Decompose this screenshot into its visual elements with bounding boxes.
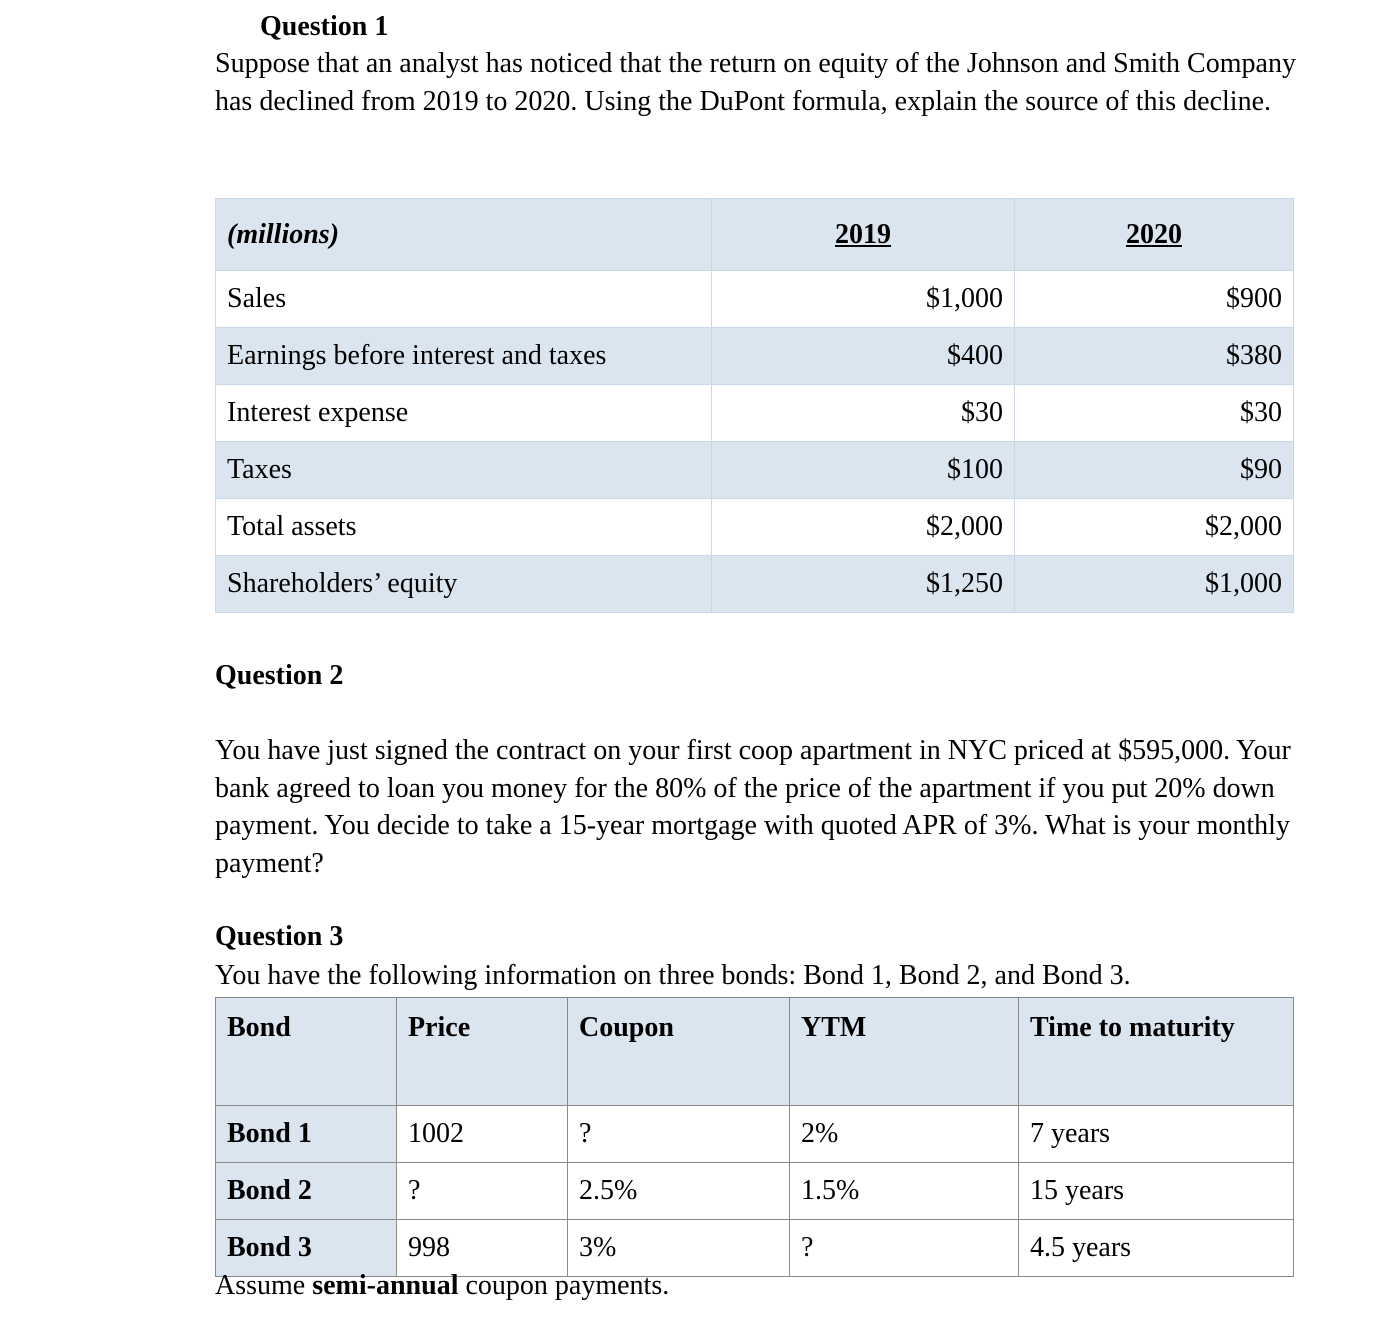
table-header-row xyxy=(216,199,1294,271)
row-label: Interest expense xyxy=(216,385,712,442)
bond-value: ? xyxy=(397,1163,568,1220)
row-value: $900 xyxy=(1015,271,1294,328)
row-value: $400 xyxy=(712,328,1015,385)
question-2-text: You have just signed the contract on your first coop apartment in NYC priced at $595,000. Your bank agreed to loan you money for the 80% of the price of the apartment if you put 20% down payment. You decide to take a 15-year mortgage with quoted APR of 3%. What is your monthly payment? xyxy=(215,735,1291,879)
table-row xyxy=(216,1106,1294,1163)
bond-value: 7 years xyxy=(1019,1106,1294,1163)
row-value: $1,000 xyxy=(1015,556,1294,613)
header-millions: (millions) xyxy=(216,199,712,271)
question-1-text: Suppose that an analyst has noticed that the return on equity of the Johnson and Smith Company has declined from 2019 to 2020. Using the DuPont formula, explain the source of this decline. xyxy=(215,48,1296,117)
table-row xyxy=(216,385,1294,442)
row-label: Taxes xyxy=(216,442,712,499)
table-row xyxy=(216,328,1294,385)
row-value: $1,250 xyxy=(712,556,1015,613)
header-bond: Bond xyxy=(216,998,397,1106)
table-row xyxy=(216,499,1294,556)
note-text: Assume xyxy=(215,1270,313,1301)
table-header-row xyxy=(216,998,1294,1106)
bond-value: 2% xyxy=(790,1106,1019,1163)
row-value: $2,000 xyxy=(712,499,1015,556)
row-label: Sales xyxy=(216,271,712,328)
question-3-text: You have the following information on three bonds: Bond 1, Bond 2, and Bond 3. xyxy=(215,960,1131,991)
semi-annual-note xyxy=(215,1270,669,1302)
header-2019: 2019 xyxy=(712,199,1015,271)
question-2-title: Question 2 xyxy=(215,660,344,691)
bond-value: ? xyxy=(790,1220,1019,1277)
table-row xyxy=(216,442,1294,499)
bond-value: 1002 xyxy=(397,1106,568,1163)
bond-value: 1.5% xyxy=(790,1163,1019,1220)
header-ytm: YTM xyxy=(790,998,1019,1106)
row-value: $90 xyxy=(1015,442,1294,499)
header-coupon: Coupon xyxy=(568,998,790,1106)
bond-value: 15 years xyxy=(1019,1163,1294,1220)
bonds-table xyxy=(215,997,1294,1277)
row-label: Earnings before interest and taxes xyxy=(216,328,712,385)
table-row xyxy=(216,271,1294,328)
table-row xyxy=(216,1163,1294,1220)
bond-value: 4.5 years xyxy=(1019,1220,1294,1277)
question-1-title: Question 1 xyxy=(260,11,389,42)
header-time-to-maturity: Time to maturity xyxy=(1019,998,1294,1106)
row-value: $30 xyxy=(712,385,1015,442)
table-row xyxy=(216,556,1294,613)
header-price: Price xyxy=(397,998,568,1106)
financials-table xyxy=(215,198,1294,613)
note-bold: semi-annual xyxy=(312,1270,459,1301)
header-2020: 2020 xyxy=(1015,199,1294,271)
question-3-title: Question 3 xyxy=(215,921,344,952)
bond-value: 2.5% xyxy=(568,1163,790,1220)
bond-value: ? xyxy=(568,1106,790,1163)
note-text-end: coupon payments. xyxy=(458,1270,670,1301)
row-value: $1,000 xyxy=(712,271,1015,328)
bond-name: Bond 2 xyxy=(216,1163,397,1220)
row-label: Shareholders’ equity xyxy=(216,556,712,613)
row-value: $100 xyxy=(712,442,1015,499)
row-label: Total assets xyxy=(216,499,712,556)
bond-name: Bond 1 xyxy=(216,1106,397,1163)
table-row xyxy=(216,1220,1294,1277)
bond-value: 3% xyxy=(568,1220,790,1277)
row-value: $2,000 xyxy=(1015,499,1294,556)
row-value: $380 xyxy=(1015,328,1294,385)
bond-value: 998 xyxy=(397,1220,568,1277)
bond-name: Bond 3 xyxy=(216,1220,397,1277)
row-value: $30 xyxy=(1015,385,1294,442)
